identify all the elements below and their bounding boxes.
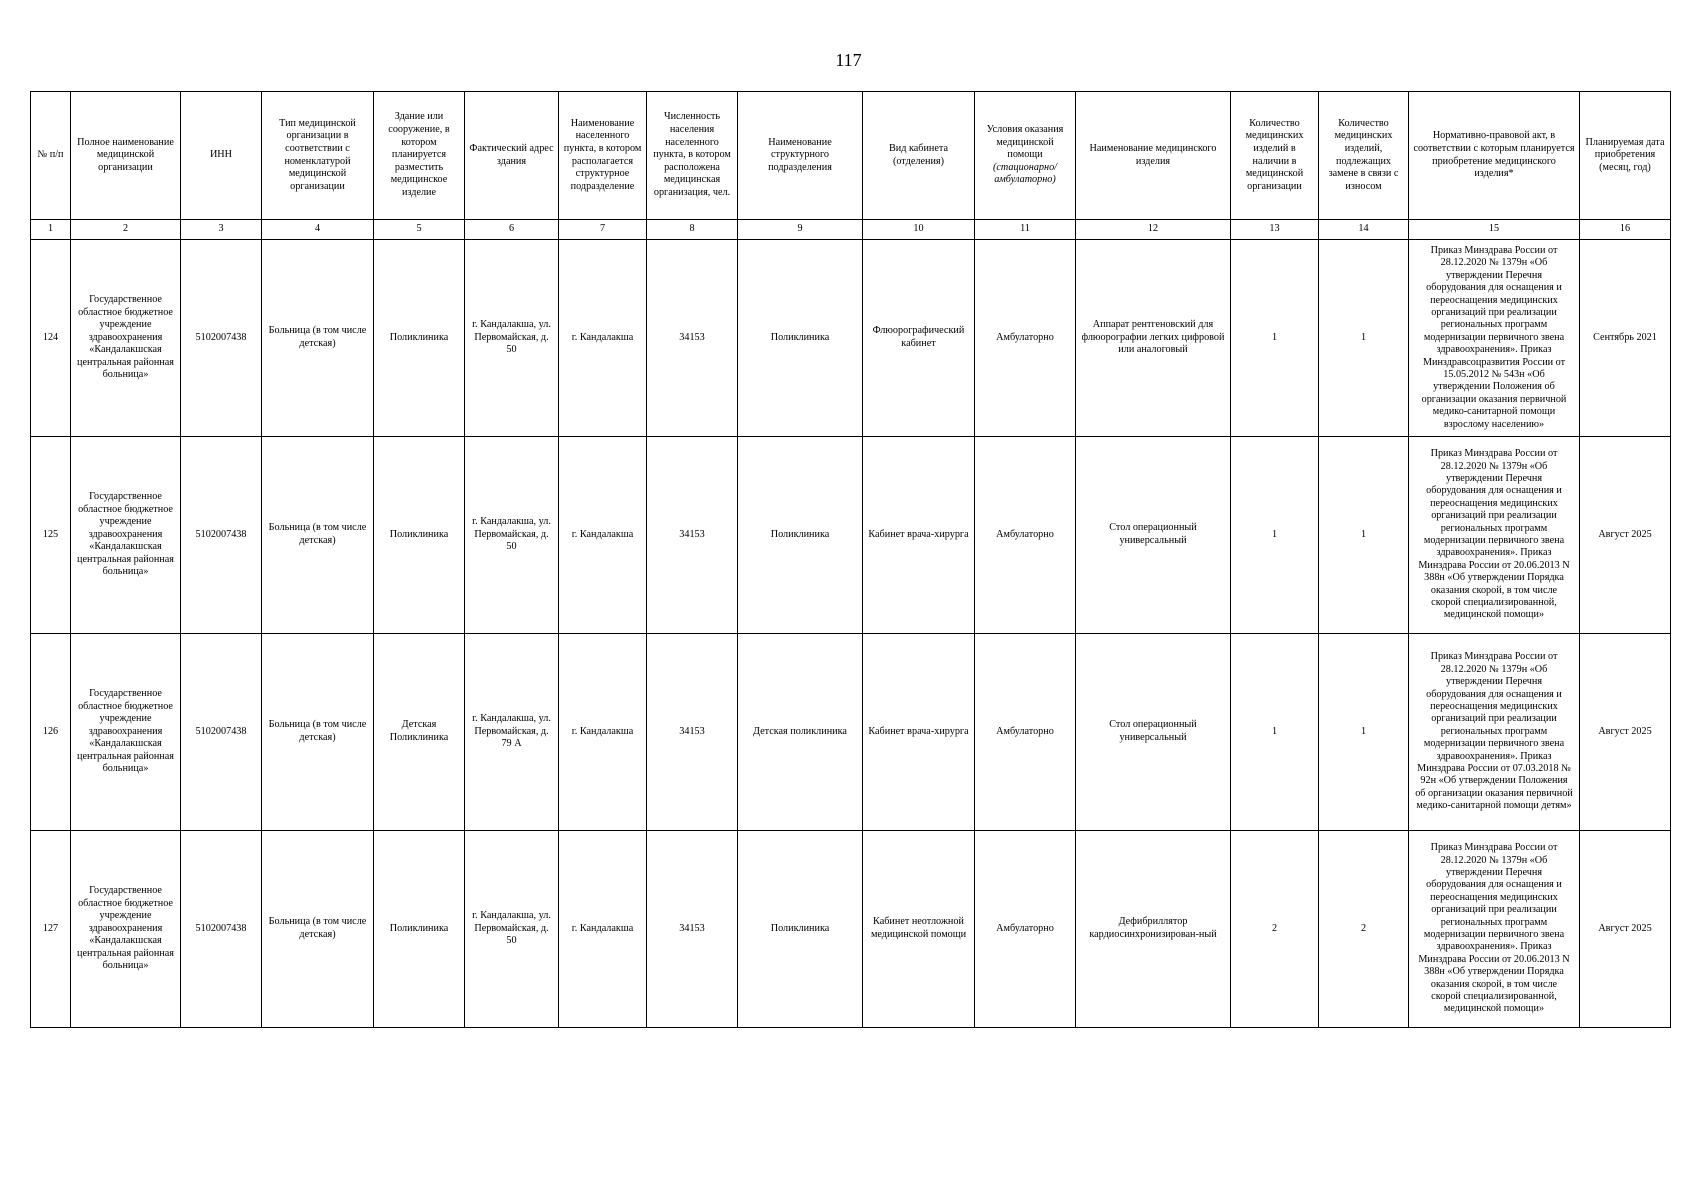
- header-cell: Здание или сооружение, в котором планируется разместить медицинское изделие: [374, 92, 465, 220]
- device: Аппарат рентгеновский для флюорографии легких цифровой или аналоговый: [1076, 240, 1231, 437]
- table-row: [31, 437, 1671, 634]
- column-number: 15: [1409, 220, 1580, 240]
- column-number: 3: [181, 220, 262, 240]
- device: Дефибриллятор кардиосинхронизирован-ный: [1076, 831, 1231, 1028]
- column-number: 5: [374, 220, 465, 240]
- column-number: 13: [1231, 220, 1319, 240]
- header-cell: Нормативно-правовой акт, в соответствии с которым планируется приобретение медицинского изделия*: [1409, 92, 1580, 220]
- qty-have: 2: [1231, 831, 1319, 1028]
- legal-act: Приказ Минздрава России от 28.12.2020 № 1379н «Об утверждении Перечня оборудования для оснащения и переоснащения медицинских организаций при реализации региональных программ модернизации первичного звена здравоохранения». Приказ Минздрава России от 07.03.2018 № 92н «Об утверждении Положения об организации оказания первичной медико-санитарной помощи детям»: [1409, 634, 1580, 831]
- legal-act: Приказ Минздрава России от 28.12.2020 № 1379н «Об утверждении Перечня оборудования для оснащения и переоснащения медицинских организаций при реализации региональных программ модернизации первичного звена здравоохранения». Приказ Минздравсоцразвития России от 15.05.2012 № 543н «Об утверждении Положения об организации оказания первичной медико-санитарной помощи взрослому населению»: [1409, 240, 1580, 437]
- org-name: Государственное областное бюджетное учреждение здравоохранения «Кандалакшская центральная районная больница»: [71, 437, 181, 634]
- header-conditions-main: Условия оказания медицинской помощи: [986, 124, 1064, 161]
- locality: г. Кандалакша: [559, 437, 647, 634]
- column-number: 11: [975, 220, 1076, 240]
- conditions: Амбулаторно: [975, 437, 1076, 634]
- header-cell: Количество медицинских изделий в наличии в медицинской организации: [1231, 92, 1319, 220]
- conditions: Амбулаторно: [975, 240, 1076, 437]
- column-number: 9: [738, 220, 863, 240]
- column-number: 16: [1580, 220, 1671, 240]
- inn: 5102007438: [181, 240, 262, 437]
- header-cell: № п/п: [31, 92, 71, 220]
- column-number: 6: [465, 220, 559, 240]
- org-type: Больница (в том числе детская): [262, 634, 374, 831]
- column-number: 4: [262, 220, 374, 240]
- cabinet: Флюорографический кабинет: [863, 240, 975, 437]
- org-name: Государственное областное бюджетное учреждение здравоохранения «Кандалакшская центральная районная больница»: [71, 240, 181, 437]
- column-number: 1: [31, 220, 71, 240]
- header-cell: Численность населения населенного пункта, в котором расположена медицинская организация, чел.: [647, 92, 738, 220]
- building: Поликлиника: [374, 240, 465, 437]
- table-row: [31, 831, 1671, 1028]
- qty-replace: 1: [1319, 634, 1409, 831]
- row-number: 125: [31, 437, 71, 634]
- qty-replace: 1: [1319, 437, 1409, 634]
- subdivision: Поликлиника: [738, 831, 863, 1028]
- column-number: 14: [1319, 220, 1409, 240]
- column-number: 8: [647, 220, 738, 240]
- column-number: 2: [71, 220, 181, 240]
- subdivision: Поликлиника: [738, 240, 863, 437]
- conditions: Амбулаторно: [975, 634, 1076, 831]
- header-cell: Наименование медицинского изделия: [1076, 92, 1231, 220]
- address: г. Кандалакша, ул. Первомайская, д. 50: [465, 437, 559, 634]
- qty-have: 1: [1231, 437, 1319, 634]
- locality: г. Кандалакша: [559, 240, 647, 437]
- row-number: 126: [31, 634, 71, 831]
- planned-date: Август 2025: [1580, 831, 1671, 1028]
- locality: г. Кандалакша: [559, 634, 647, 831]
- qty-replace: 2: [1319, 831, 1409, 1028]
- org-name: Государственное областное бюджетное учреждение здравоохранения «Кандалакшская центральная районная больница»: [71, 831, 181, 1028]
- device: Стол операционный универсальный: [1076, 437, 1231, 634]
- org-type: Больница (в том числе детская): [262, 437, 374, 634]
- cabinet: Кабинет неотложной медицинской помощи: [863, 831, 975, 1028]
- header-cell: Вид кабинета (отделения): [863, 92, 975, 220]
- building: Поликлиника: [374, 831, 465, 1028]
- address: г. Кандалакша, ул. Первомайская, д. 79 А: [465, 634, 559, 831]
- address: г. Кандалакша, ул. Первомайская, д. 50: [465, 240, 559, 437]
- address: г. Кандалакша, ул. Первомайская, д. 50: [465, 831, 559, 1028]
- cabinet: Кабинет врача-хирурга: [863, 437, 975, 634]
- header-cell-conditions: [975, 92, 1076, 220]
- column-number: 12: [1076, 220, 1231, 240]
- header-row: [31, 92, 1671, 220]
- table-row: [31, 634, 1671, 831]
- org-type: Больница (в том числе детская): [262, 240, 374, 437]
- building: Детская Поликлиника: [374, 634, 465, 831]
- header-cell: Планируемая дата приобретения (месяц, год): [1580, 92, 1671, 220]
- qty-replace: 1: [1319, 240, 1409, 437]
- row-number: 127: [31, 831, 71, 1028]
- building: Поликлиника: [374, 437, 465, 634]
- header-cell: Наименование структурного подразделения: [738, 92, 863, 220]
- qty-have: 1: [1231, 634, 1319, 831]
- locality: г. Кандалакша: [559, 831, 647, 1028]
- planned-date: Август 2025: [1580, 437, 1671, 634]
- column-number: 10: [863, 220, 975, 240]
- header-cell: Количество медицинских изделий, подлежащих замене в связи с износом: [1319, 92, 1409, 220]
- inn: 5102007438: [181, 634, 262, 831]
- device: Стол операционный универсальный: [1076, 634, 1231, 831]
- equipment-table: [30, 91, 1671, 1028]
- header-cell: Тип медицинской организации в соответствии с номенклатурой медицинской организации: [262, 92, 374, 220]
- conditions: Амбулаторно: [975, 831, 1076, 1028]
- inn: 5102007438: [181, 437, 262, 634]
- row-number: 124: [31, 240, 71, 437]
- org-type: Больница (в том числе детская): [262, 831, 374, 1028]
- column-number: 7: [559, 220, 647, 240]
- header-cell: ИНН: [181, 92, 262, 220]
- header-conditions-italic: (стационарно/ амбулаторно): [993, 161, 1057, 186]
- header-cell: Фактический адрес здания: [465, 92, 559, 220]
- population: 34153: [647, 240, 738, 437]
- table-row: [31, 240, 1671, 437]
- legal-act: Приказ Минздрава России от 28.12.2020 № 1379н «Об утверждении Перечня оборудования для оснащения и переоснащения медицинских организаций при реализации региональных программ модернизации первичного звена здравоохранения». Приказ Минздрава России от 20.06.2013 N 388н «Об утверждении Порядка оказания скорой, в том числе скорой специализированной, медицинской помощи»: [1409, 437, 1580, 634]
- subdivision: Детская поликлиника: [738, 634, 863, 831]
- inn: 5102007438: [181, 831, 262, 1028]
- org-name: Государственное областное бюджетное учреждение здравоохранения «Кандалакшская центральная районная больница»: [71, 634, 181, 831]
- column-number-row: [31, 220, 1671, 240]
- header-cell: Полное наименование медицинской организации: [71, 92, 181, 220]
- qty-have: 1: [1231, 240, 1319, 437]
- planned-date: Сентябрь 2021: [1580, 240, 1671, 437]
- cabinet: Кабинет врача-хирурга: [863, 634, 975, 831]
- legal-act: Приказ Минздрава России от 28.12.2020 № 1379н «Об утверждении Перечня оборудования для оснащения и переоснащения медицинских организаций при реализации региональных программ модернизации первичного звена здравоохранения». Приказ Минздрава России от 20.06.2013 N 388н «Об утверждении Порядка оказания скорой, в том числе скорой специализированной, медицинской помощи»: [1409, 831, 1580, 1028]
- page-number: 117: [835, 50, 862, 70]
- population: 34153: [647, 437, 738, 634]
- population: 34153: [647, 831, 738, 1028]
- subdivision: Поликлиника: [738, 437, 863, 634]
- header-cell: Наименование населенного пункта, в котором располагается структурное подразделение: [559, 92, 647, 220]
- planned-date: Август 2025: [1580, 634, 1671, 831]
- population: 34153: [647, 634, 738, 831]
